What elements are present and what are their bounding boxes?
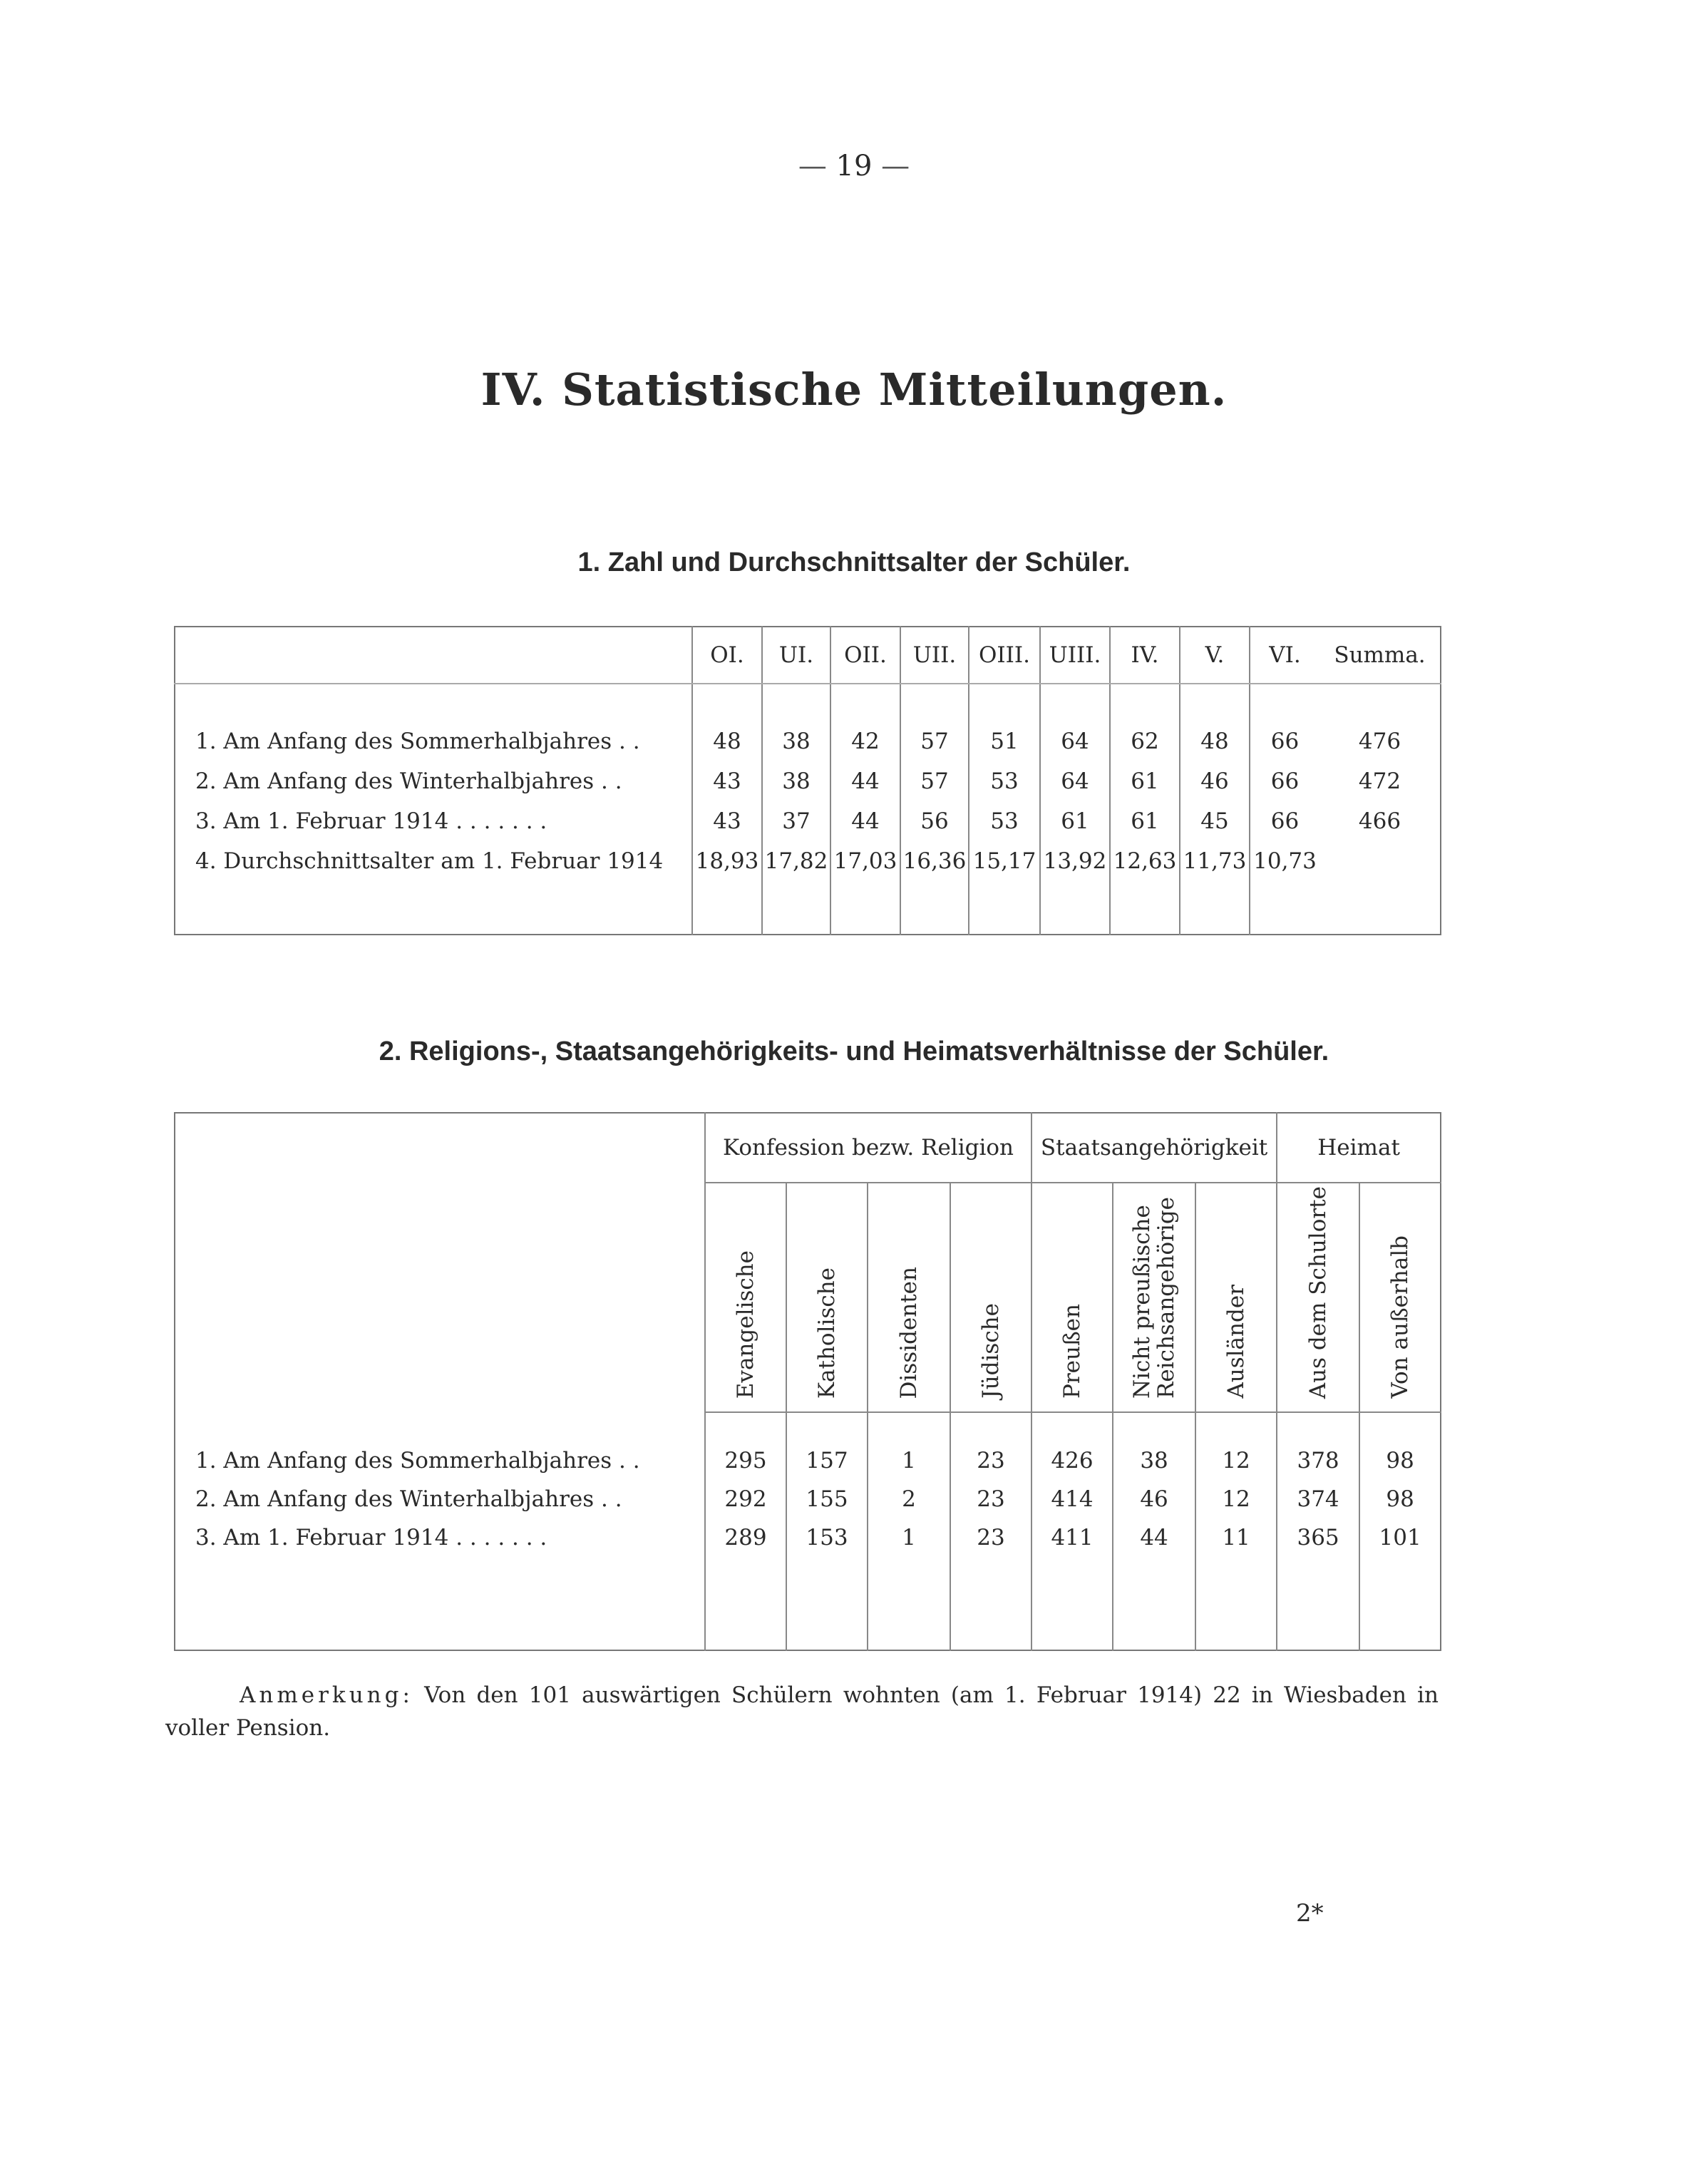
cell: 16,36	[900, 841, 969, 881]
cell: 46	[1180, 761, 1250, 801]
table-row	[175, 761, 1441, 801]
column-header: OIII.	[969, 627, 1040, 684]
column-header: Katholische	[786, 1183, 868, 1412]
cell: 62	[1110, 721, 1180, 761]
cell: 378	[1277, 1441, 1359, 1480]
column-header: Preußen	[1032, 1183, 1113, 1412]
cell: 98	[1359, 1480, 1441, 1518]
column-header: UI.	[762, 627, 830, 684]
cell: 12	[1195, 1480, 1277, 1518]
cell: 53	[969, 801, 1040, 841]
cell: 48	[692, 721, 762, 761]
column-header: Dissidenten	[868, 1183, 950, 1412]
section2-heading: 2. Religions-, Staatsangehörigkeits- und Heimatsverhältnisse der Schüler.	[379, 1037, 1329, 1066]
cell: 66	[1250, 801, 1319, 841]
cell: 44	[830, 801, 900, 841]
cell: 61	[1040, 801, 1110, 841]
cell: 155	[786, 1480, 868, 1518]
cell: 66	[1250, 761, 1319, 801]
group-header-konfession: Konfession bezw. Religion	[705, 1113, 1032, 1183]
cell: 23	[950, 1480, 1032, 1518]
cell: 43	[692, 761, 762, 801]
cell: 289	[705, 1518, 786, 1557]
column-header: VI.	[1250, 627, 1319, 684]
cell: 18,93	[692, 841, 762, 881]
cell: 53	[969, 761, 1040, 801]
cell: 11,73	[1180, 841, 1250, 881]
cell: 66	[1250, 721, 1319, 761]
group-header-heimat: Heimat	[1277, 1113, 1441, 1183]
cell: 64	[1040, 761, 1110, 801]
group-header-row	[175, 1113, 1441, 1183]
cell: 101	[1359, 1518, 1441, 1557]
column-header: Von außerhalb	[1359, 1183, 1441, 1412]
cell: 12	[1195, 1441, 1277, 1480]
column-header: Aus dem Schulorte	[1277, 1183, 1359, 1412]
table-row	[175, 1480, 1441, 1518]
cell: 411	[1032, 1518, 1113, 1557]
cell: 45	[1180, 801, 1250, 841]
row-label: 2. Am Anfang des Winterhalbjahres . .	[195, 768, 622, 794]
row-label: 3. Am 1. Februar 1914 . . . . . . .	[195, 1525, 547, 1550]
header-blank	[175, 627, 692, 684]
table-row	[175, 1441, 1441, 1480]
table-header-row	[175, 627, 1441, 684]
cell: 414	[1032, 1480, 1113, 1518]
cell: 23	[950, 1518, 1032, 1557]
cell: 37	[762, 801, 830, 841]
cell: 44	[830, 761, 900, 801]
row-label: 2. Am Anfang des Winterhalbjahres . .	[195, 1486, 622, 1512]
column-header: Evangelische	[705, 1183, 786, 1412]
column-header: UIII.	[1040, 627, 1110, 684]
cell: 295	[705, 1441, 786, 1480]
page-number: — 19 —	[798, 150, 910, 182]
table-row	[175, 1518, 1441, 1557]
cell: 11	[1195, 1518, 1277, 1557]
cell: 374	[1277, 1480, 1359, 1518]
column-header: OI.	[692, 627, 762, 684]
cell: 61	[1110, 761, 1180, 801]
page-title: IV. Statistische Mitteilungen.	[480, 364, 1228, 416]
footnote-text: Von den 101 auswärtigen Schülern wohnten (am 1. Februar 1914) 22 in Wiesbaden in voller Pension.	[165, 1682, 1439, 1741]
row-label: 1. Am Anfang des Sommerhalbjahres . .	[195, 729, 640, 754]
cell: 466	[1358, 808, 1401, 834]
religion-citizenship-table	[174, 1112, 1441, 1651]
cell	[1319, 841, 1441, 881]
column-header: Ausländer	[1195, 1183, 1277, 1412]
cell: 1	[868, 1518, 950, 1557]
cell: 38	[762, 761, 830, 801]
cell: 44	[1113, 1518, 1195, 1557]
column-header: Jüdische	[950, 1183, 1032, 1412]
column-header: IV.	[1110, 627, 1180, 684]
cell: 426	[1032, 1441, 1113, 1480]
row-label: 3. Am 1. Februar 1914 . . . . . . .	[195, 808, 547, 834]
cell: 56	[900, 801, 969, 841]
cell: 48	[1180, 721, 1250, 761]
cell: 46	[1113, 1480, 1195, 1518]
footnote-lead: Anmerkung:	[240, 1682, 413, 1708]
cell: 57	[900, 761, 969, 801]
cell: 42	[830, 721, 900, 761]
column-header: V.	[1180, 627, 1250, 684]
column-header: UII.	[900, 627, 969, 684]
cell: 17,03	[830, 841, 900, 881]
cell: 23	[950, 1441, 1032, 1480]
cell: 51	[969, 721, 1040, 761]
cell: 292	[705, 1480, 786, 1518]
footnote	[165, 1679, 1439, 1744]
cell: 153	[786, 1518, 868, 1557]
signature-mark: 2*	[1296, 1899, 1324, 1928]
table-row	[175, 721, 1441, 761]
cell: 98	[1359, 1441, 1441, 1480]
row-label: 1. Am Anfang des Sommerhalbjahres . .	[195, 1448, 640, 1474]
group-header-staatsangehoerigkeit: Staatsangehörigkeit	[1032, 1113, 1277, 1183]
cell: 38	[1113, 1441, 1195, 1480]
column-header: Summa.	[1319, 627, 1441, 684]
cell: 2	[868, 1480, 950, 1518]
cell: 15,17	[969, 841, 1040, 881]
header-blank	[175, 1113, 705, 1412]
cell: 38	[762, 721, 830, 761]
cell: 64	[1040, 721, 1110, 761]
cell: 12,63	[1110, 841, 1180, 881]
cell: 43	[692, 801, 762, 841]
cell: 61	[1110, 801, 1180, 841]
cell: 13,92	[1040, 841, 1110, 881]
table-row	[175, 841, 1441, 881]
cell: 10,73	[1250, 841, 1319, 881]
column-header: Nicht preußische Reichsangehörige	[1113, 1183, 1195, 1412]
cell: 472	[1358, 768, 1401, 794]
cell: 476	[1358, 729, 1401, 754]
table-row	[175, 801, 1441, 841]
row-label: 4. Durchschnittsalter am 1. Februar 1914	[195, 848, 664, 874]
section1-heading: 1. Zahl und Durchschnittsalter der Schüler.	[577, 547, 1131, 577]
cell: 1	[868, 1441, 950, 1480]
cell: 57	[900, 721, 969, 761]
cell: 157	[786, 1441, 868, 1480]
cell: 17,82	[762, 841, 830, 881]
column-header: OII.	[830, 627, 900, 684]
cell: 365	[1277, 1518, 1359, 1557]
students-count-table	[174, 626, 1441, 935]
